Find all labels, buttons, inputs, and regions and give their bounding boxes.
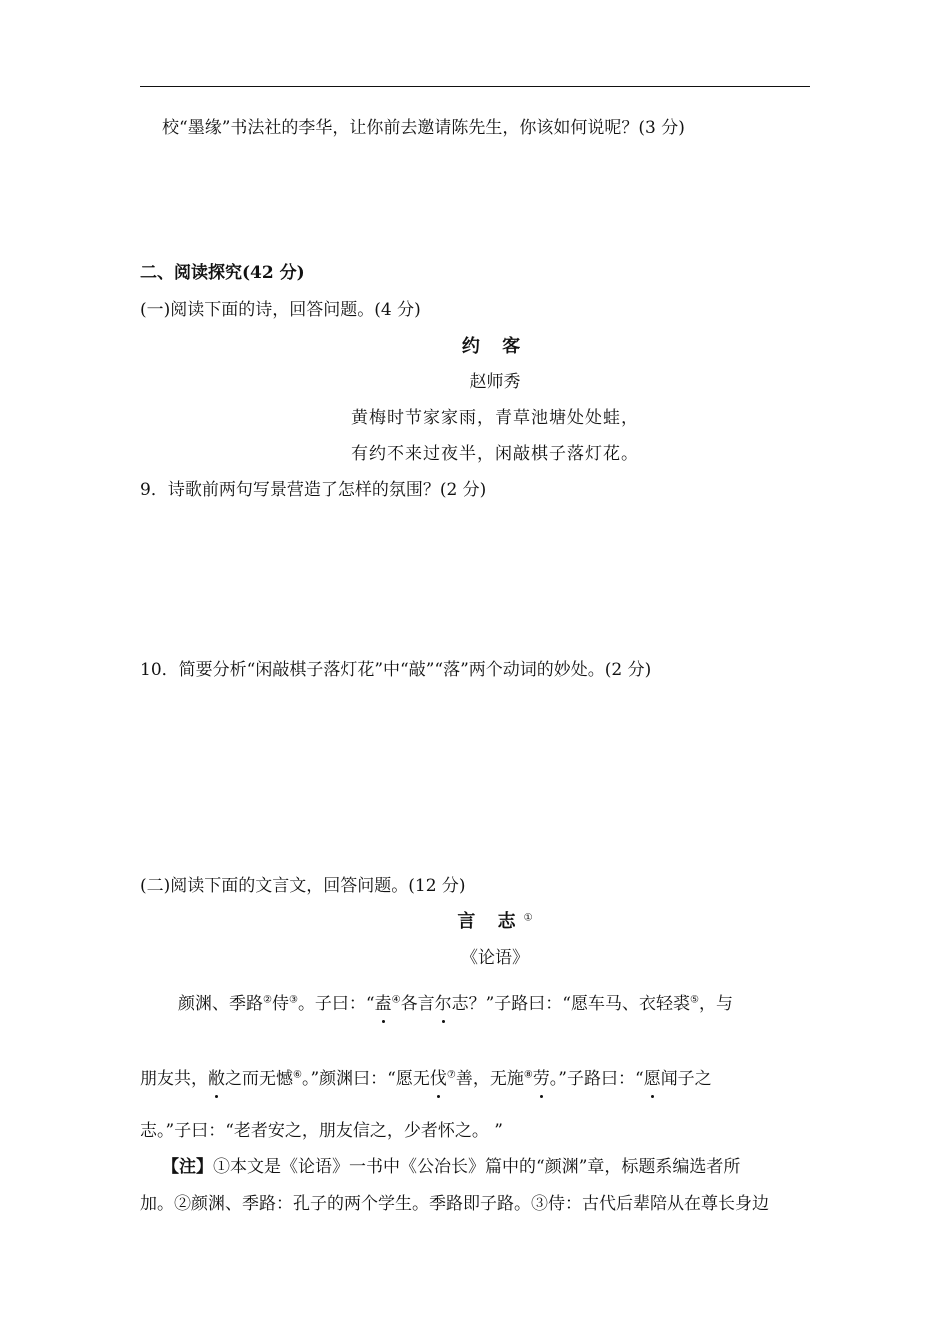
title-note-marker: ① <box>523 912 533 924</box>
essay-title <box>140 910 850 934</box>
poem-line-1: 黄梅时节家家雨，青草池塘处处蛙， <box>351 408 639 428</box>
essay-line-2: 朋友共，敝之而无憾⑥。”颜渊曰：“愿无伐⑦善，无施⑧劳。”子路曰：“愿闻子之 <box>140 1069 712 1089</box>
dotted-char-he: 盍 <box>374 994 392 1014</box>
dotted-char-yuan: 愿 <box>643 1069 661 1089</box>
note-label: 【注】 <box>162 1157 213 1177</box>
part1-intro: (一)阅读下面的诗，回答问题。(4 分) <box>140 300 421 320</box>
essay-line-1: 颜渊、季路②侍③。子曰：“盍④各言尔志？”子路曰：“愿车马、衣轻裘⑤，与 <box>178 994 733 1014</box>
note-line-2: 加。②颜渊、季路：孔子的两个学生。季路即子路。③侍：古代后辈陪从在尊长身边 <box>140 1194 769 1214</box>
poem-author: 赵师秀 <box>469 372 521 392</box>
question-10: 10．简要分析“闲敲棋子落灯花”中“敲”“落”两个动词的妙处。(2 分) <box>140 660 652 680</box>
essay-source: 《论语》 <box>461 948 529 968</box>
question-8-tail: 校“墨缘”书法社的李华，让你前去邀请陈先生，你该如何说呢？(3 分) <box>162 118 685 138</box>
section-heading: 二、阅读探究(42 分) <box>140 263 305 283</box>
question-9: 9．诗歌前两句写景营造了怎样的氛围？(2 分) <box>140 480 487 500</box>
dotted-char-bi: 敝 <box>208 1069 225 1089</box>
essay-line-3: 志。”子曰：“老者安之，朋友信之，少者怀之。 ” <box>140 1121 503 1141</box>
poem-line-2: 有约不来过夜半，闲敲棋子落灯花。 <box>351 444 639 464</box>
dotted-char-fa: 伐 <box>429 1069 447 1089</box>
dotted-char-er: 尔 <box>434 994 452 1014</box>
essay-title-text: 言 志 <box>457 911 524 932</box>
dotted-char-lao: 劳 <box>532 1069 550 1089</box>
poem-title: 约 客 <box>461 336 529 357</box>
part2-intro: (二)阅读下面的文言文，回答问题。(12 分) <box>140 876 466 896</box>
note-line-1: 【注】①本文是《论语》一书中《公冶长》篇中的“颜渊”章，标题系编选者所 <box>162 1157 741 1177</box>
top-rule <box>140 86 810 87</box>
